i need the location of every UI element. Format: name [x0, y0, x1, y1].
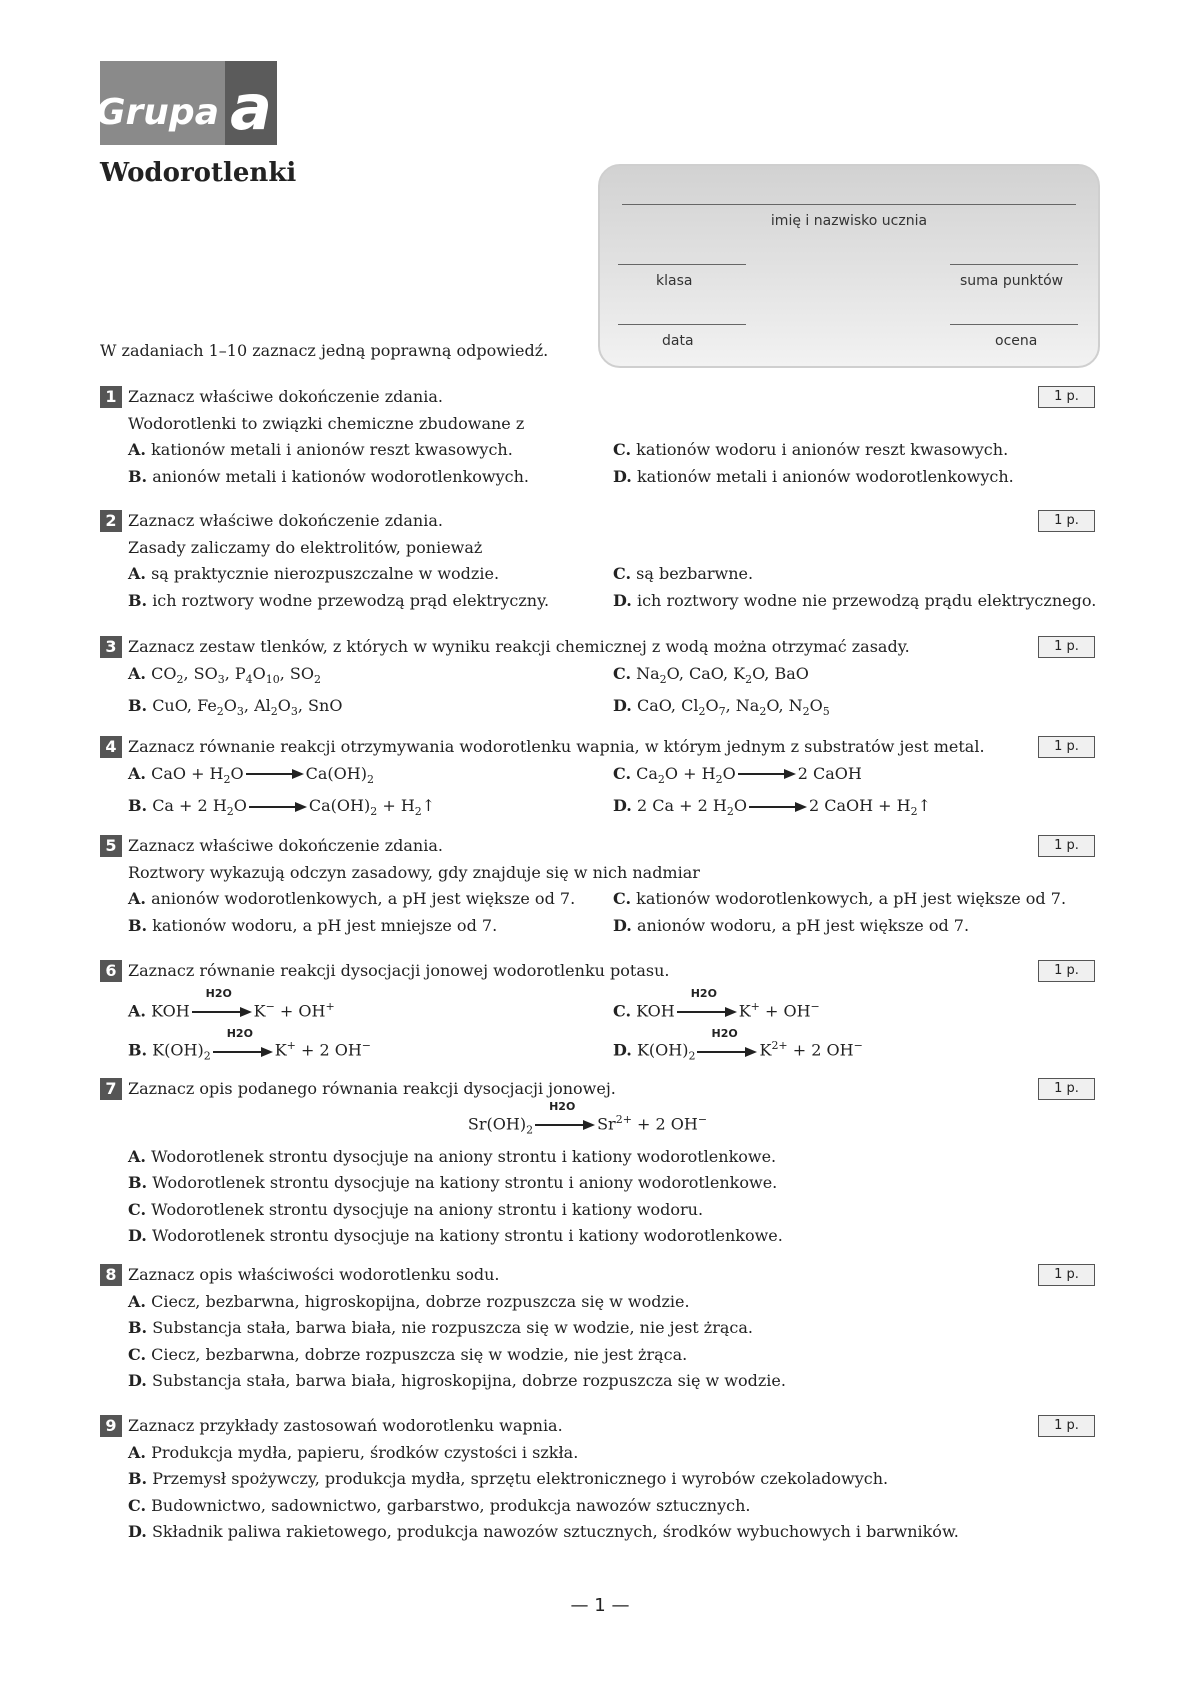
option-c[interactable]: C. $Ca_2O + H_2O$ 2 CaOH — [613, 763, 862, 786]
task-number: 9 — [100, 1415, 122, 1437]
group-badge — [96, 61, 277, 145]
option-d[interactable]: D. ich roztwory wodne nie przewodzą prądu elektrycznego. — [613, 590, 1097, 610]
option-c[interactable]: C. Ciecz, bezbarwna, dobrze rozpuszcza się w wodzie, nie jest żrąca. — [128, 1344, 688, 1364]
task-number: 8 — [100, 1264, 122, 1286]
option-c[interactable]: C. Wodorotlenek strontu dysocjuje na aniony strontu i kationy wodoru. — [128, 1199, 704, 1219]
option-d[interactable]: D. Substancja stała, barwa biała, higroskopijna, dobrze rozpuszcza się w wodzie. — [128, 1371, 786, 1390]
task-number: 5 — [100, 835, 122, 857]
date-label: data — [662, 333, 694, 349]
task-6 — [100, 958, 1095, 1073]
task-4 — [100, 734, 1095, 826]
option-b[interactable]: B. $K(OH)_2$ H2O K+ + 2 OH− — [128, 1026, 372, 1063]
option-b[interactable]: B. Wodorotlenek strontu dysocjuje na kationy strontu i aniony wodorotlenkowe. — [128, 1173, 778, 1193]
points-line[interactable] — [950, 264, 1078, 265]
points-box: 1 p. — [1038, 736, 1095, 758]
points-label: suma punktów — [960, 273, 1064, 289]
task-5 — [100, 833, 1095, 939]
reaction-arrow-icon — [738, 768, 796, 780]
task-question: Zaznacz równanie reakcji otrzymywania wodorotlenku wapnia, w którym jednym z substratów jest metal. — [128, 737, 985, 756]
option-d[interactable]: D. anionów wodoru, a pH jest większe od 7. — [613, 915, 970, 935]
class-line[interactable] — [618, 264, 746, 265]
task-stem: Roztwory wykazują odczyn zasadowy, gdy znajduje się w nich nadmiar — [128, 862, 700, 882]
task-9 — [100, 1413, 1095, 1546]
page-number: — 1 — — [570, 1595, 630, 1616]
dissociation-arrow-icon: H2O — [213, 1044, 273, 1058]
points-box: 1 p. — [1038, 510, 1095, 532]
points-box: 1 p. — [1038, 636, 1095, 658]
task-3 — [100, 634, 1095, 726]
task-question: Zaznacz opis właściwości wodorotlenku sodu. — [128, 1265, 500, 1284]
reaction-arrow-icon — [749, 801, 807, 813]
task-number: 1 — [100, 386, 122, 408]
option-a[interactable]: A. Produkcja mydła, papieru, środków czystości i szkła. — [128, 1442, 579, 1462]
task-question: Zaznacz właściwe dokończenie zdania. — [128, 511, 443, 530]
option-a[interactable]: A. są praktycznie nierozpuszczalne w wodzie. — [128, 564, 500, 583]
option-d[interactable]: D. kationów metali i anionów wodorotlenkowych. — [613, 466, 1014, 486]
task-question: Zaznacz zestaw tlenków, z których w wyniku reakcji chemicznej z wodą można otrzymać zasady. — [128, 637, 910, 656]
dissociation-arrow-icon: H2O — [535, 1117, 595, 1131]
option-d[interactable]: D. CaO, $Cl_2O_7$, $Na_2O$, $N_2O_5$ — [613, 696, 830, 719]
reaction-arrow-icon — [249, 801, 307, 813]
option-d[interactable]: D. Wodorotlenek strontu dysocjuje na kationy strontu i kationy wodorotlenkowe. — [128, 1226, 783, 1246]
option-c[interactable]: C. kationów wodoru i anionów reszt kwasowych. — [613, 440, 1009, 459]
dissociation-equation: $Sr(OH)_2$ H2O $Sr^{2+} + 2$ OH− — [467, 1100, 708, 1137]
instruction: W zadaniach 1–10 zaznacz jedną poprawną odpowiedź. — [100, 341, 549, 360]
option-b[interactable]: B. Przemysł spożywczy, produkcja mydła, sprzętu elektronicznego i wyrobów czekoladowych. — [128, 1469, 889, 1488]
task-2 — [100, 508, 1095, 614]
option-c[interactable]: C. kationów wodorotlenkowych, a pH jest większe od 7. — [613, 889, 1067, 908]
option-a[interactable]: A. anionów wodorotlenkowych, a pH jest większe od 7. — [128, 889, 576, 908]
reaction-arrow-icon — [246, 768, 304, 780]
option-d[interactable]: D. 2 Ca + 2 $H_2O$ 2 CaOH + $H_2↑$ — [613, 796, 931, 819]
option-c[interactable]: C. KOH H2O K+ + OH− — [613, 987, 820, 1020]
task-question: Zaznacz przykłady zastosowań wodorotlenku wapnia. — [128, 1416, 563, 1435]
option-b[interactable]: B. kationów wodoru, a pH jest mniejsze od 7. — [128, 915, 498, 935]
grade-line[interactable] — [950, 324, 1078, 325]
option-c[interactable]: C. $Na_2O$, CaO, $K_2O$, BaO — [613, 663, 809, 686]
name-label: imię i nazwisko ucznia — [770, 213, 928, 229]
dissociation-arrow-icon: H2O — [697, 1044, 757, 1058]
task-number: 6 — [100, 960, 122, 982]
points-box: 1 p. — [1038, 1264, 1095, 1286]
task-7 — [100, 1076, 1095, 1250]
points-box: 1 p. — [1038, 1415, 1095, 1437]
option-b[interactable]: B. anionów metali i kationów wodorotlenkowych. — [128, 466, 529, 486]
date-line[interactable] — [618, 324, 746, 325]
option-c[interactable]: C. Budownictwo, sadownictwo, garbarstwo, produkcja nawozów sztucznych. — [128, 1495, 751, 1515]
option-b[interactable]: B. ich roztwory wodne przewodzą prąd elektryczny. — [128, 590, 550, 610]
task-number: 2 — [100, 510, 122, 532]
points-box: 1 p. — [1038, 386, 1095, 408]
grade-label: ocena — [995, 333, 1038, 349]
option-a[interactable]: A. CaO + $H_2O$ $Ca(OH)_2$ — [128, 763, 374, 786]
option-d[interactable]: D. Składnik paliwa rakietowego, produkcja nawozów sztucznych, środków wybuchowych i barwników. — [128, 1522, 959, 1541]
task-question: Zaznacz właściwe dokończenie zdania. — [128, 387, 443, 406]
option-a[interactable]: A. $CO_2$, $SO_3$, $P_4O_{10}$, $SO_2$ — [128, 663, 321, 686]
task-stem: Zasady zaliczamy do elektrolitów, ponieważ — [128, 537, 483, 557]
option-a[interactable]: A. Wodorotlenek strontu dysocjuje na aniony strontu i kationy wodorotlenkowe. — [128, 1146, 777, 1166]
task-number: 4 — [100, 736, 122, 758]
task-question: Zaznacz równanie reakcji dysocjacji jonowej wodorotlenku potasu. — [128, 961, 670, 980]
task-number: 3 — [100, 636, 122, 658]
option-b[interactable]: B. Substancja stała, barwa biała, nie rozpuszcza się w wodzie, nie jest żrąca. — [128, 1318, 753, 1337]
dissociation-arrow-icon: H2O — [677, 1004, 737, 1018]
option-c[interactable]: C. są bezbarwne. — [613, 564, 754, 583]
task-question: Zaznacz opis podanego równania reakcji dysocjacji jonowej. — [128, 1079, 616, 1098]
student-info-box — [598, 164, 1100, 368]
task-number: 7 — [100, 1078, 122, 1100]
option-b[interactable]: B. CuO, $Fe_2O_3$, $Al_2O_3$, SnO — [128, 696, 343, 719]
option-a[interactable]: A. Ciecz, bezbarwna, higroskopijna, dobrze rozpuszcza się w wodzie. — [128, 1291, 690, 1311]
task-8 — [100, 1262, 1095, 1395]
option-d[interactable]: D. $K(OH)_2$ H2O $K^{2+} + 2$ OH− — [613, 1026, 863, 1063]
task-1 — [100, 384, 1095, 490]
option-a[interactable]: A. KOH H2O K− + OH+ — [128, 987, 335, 1020]
page-title: Wodorotlenki — [100, 158, 297, 188]
group-letter: a — [225, 61, 277, 145]
option-a[interactable]: A. kationów metali i anionów reszt kwasowych. — [128, 440, 513, 459]
dissociation-arrow-icon: H2O — [192, 1004, 252, 1018]
name-line[interactable] — [622, 204, 1076, 205]
task-question: Zaznacz właściwe dokończenie zdania. — [128, 836, 443, 855]
points-box: 1 p. — [1038, 1078, 1095, 1100]
class-label: klasa — [656, 273, 693, 289]
points-box: 1 p. — [1038, 835, 1095, 857]
points-box: 1 p. — [1038, 960, 1095, 982]
group-word: Grupa — [100, 61, 225, 145]
task-stem: Wodorotlenki to związki chemiczne zbudowane z — [128, 413, 525, 433]
option-b[interactable]: B. Ca + 2 $H_2O$ $Ca(OH)_2$ + $H_2↑$ — [128, 796, 436, 819]
